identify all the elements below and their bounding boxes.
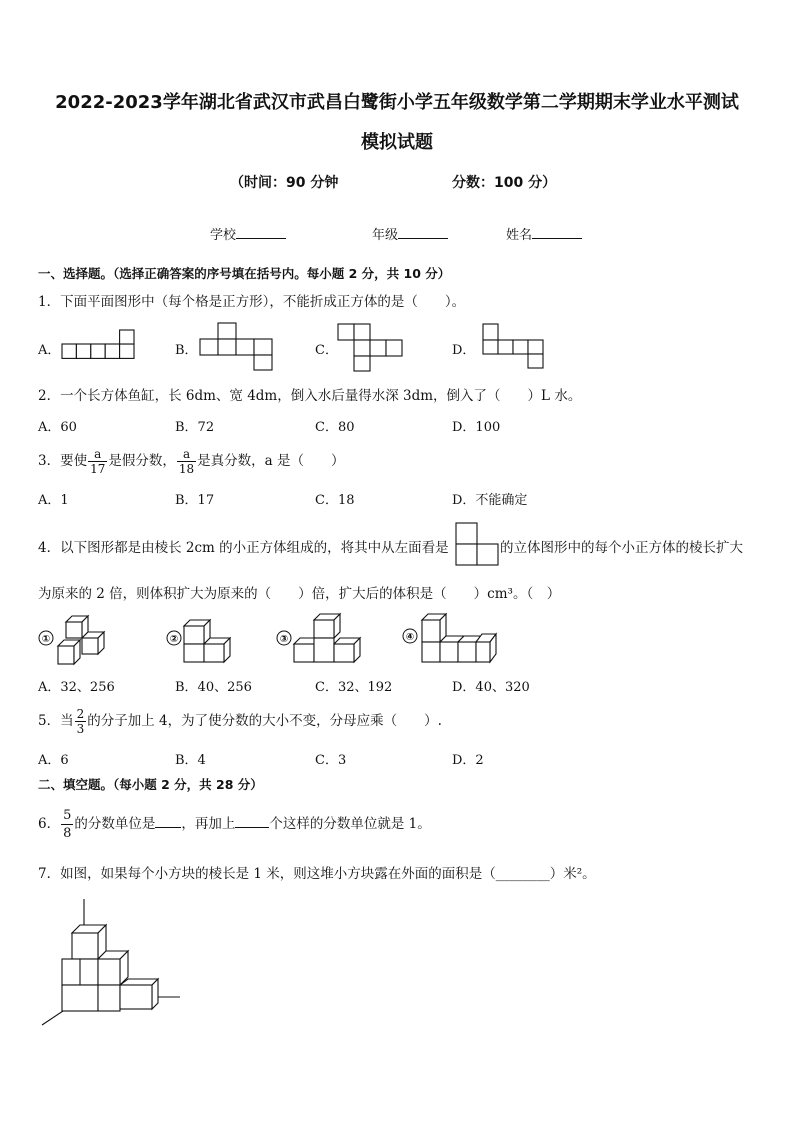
q6-blank-1[interactable] [155,815,181,828]
q4-left-view-figure [456,522,500,566]
q5-frac-num: 2 [76,707,85,721]
q5-suffix: 的分子加上 4，为了使分数的大小不变，分母应乘（ ）. [87,713,442,729]
q4-option-d[interactable]: D．40、320 [452,680,530,695]
q6-text-b: ，再加上 [181,816,236,832]
page-title: 2022-2023学年湖北省武汉市武昌白鹭街小学五年级数学第二学期期末学业水平测试 [55,92,739,113]
q6-frac-den: 8 [63,826,72,841]
q3-frac1-den: 17 [90,462,106,476]
q4-figure-2 [166,608,246,666]
q6-text-c: 个这样的分数单位就是 1。 [269,816,431,832]
school-blank[interactable] [236,226,286,239]
q3-option-d[interactable]: D．不能确定 [452,493,528,508]
q2-option-c[interactable]: C．80 [315,420,355,435]
q3-fraction-1 [88,447,107,476]
q3-frac2-num: a [182,447,191,461]
q3-option-a[interactable]: A．1 [38,493,69,508]
school-label: 学校 [210,228,237,243]
q2-option-b[interactable]: B．72 [175,420,215,435]
q4-label-1: ① [41,634,51,645]
section2-title: 二、填空题。（每小题 2 分，共 28 分） [38,777,263,792]
q4-label-4: ④ [405,632,415,643]
q3-option-c[interactable]: C．18 [315,493,355,508]
q3-option-b[interactable]: B．17 [175,493,215,508]
q5-prefix: 5．当 [38,713,74,729]
page-title-line2: 模拟试题 [361,132,433,153]
q3-mid: 是假分数， [108,453,176,469]
question-3 [38,446,345,476]
q2-option-a[interactable]: A．60 [38,420,77,435]
q4-label-3: ③ [279,634,289,645]
name-field [506,224,582,243]
name-label: 姓名 [506,228,533,243]
q1-net-a [62,330,142,362]
q1-net-c [338,322,408,372]
q1-option-d-label[interactable]: D． [452,343,476,358]
q4-figure-1 [38,608,118,666]
q5-option-d[interactable]: D．2 [452,753,484,768]
question-4-part-c: 为原来的 2 倍，则体积扩大为原来的（ ）倍，扩大后的体积是（ ）cm³。（ ） [38,586,561,602]
q3-prefix: 3．要使 [38,453,88,469]
q4-figure-4 [400,606,510,666]
q6-prefix: 6． [38,816,61,832]
q7-cube-pile-figure [40,897,185,1027]
exam-score: 分数：100 分） [452,175,557,191]
q6-text-a: 的分数单位是 [74,816,156,832]
q3-suffix: 是真分数，a 是（ ） [197,453,345,469]
name-blank[interactable] [532,226,582,239]
q1-net-d [483,322,553,370]
grade-field [372,224,448,243]
q5-option-a[interactable]: A．6 [38,753,69,768]
q5-option-b[interactable]: B．4 [175,753,206,768]
q1-net-b [200,321,280,371]
q6-frac-num: 5 [63,808,72,823]
question-2: 2．一个长方体鱼缸，长 6dm、宽 4dm，倒入水后量得水深 3dm，倒入了（ ）L 水。 [38,388,582,404]
grade-label: 年级 [372,228,399,243]
q1-option-c-label[interactable]: C． [315,343,338,358]
q3-frac2-den: 18 [178,462,195,476]
question-5 [38,704,442,738]
q1-option-a-label[interactable]: A． [38,343,61,358]
q5-fraction [75,707,87,736]
grade-blank[interactable] [398,226,448,239]
question-1: 1．下面平面图形中（每个格是正方形），不能折成正方体的是（ ）。 [38,294,466,310]
exam-time: （时间：90 分钟 [230,175,339,191]
question-6 [38,804,431,844]
q4-label-2: ② [169,634,179,645]
school-field [210,224,286,243]
q6-blank-2[interactable] [235,815,269,828]
question-7: 7．如图，如果每个小方块的棱长是 1 米，则这堆小方块露在外面的面积是（________）米²。 [38,866,596,882]
section1-title: 一、选择题。（选择正确答案的序号填在括号内。每小题 2 分，共 10 分） [38,266,451,281]
q6-fraction [61,807,73,842]
q4-option-b[interactable]: B．40、256 [175,680,252,695]
q1-option-b-label[interactable]: B． [175,343,198,358]
q4-option-c[interactable]: C．32、192 [315,680,393,695]
q3-fraction-2 [177,447,196,476]
q5-option-c[interactable]: C．3 [315,753,347,768]
question-4-part-a: 4．以下图形都是由棱长 2cm 的小正方体组成的，将其中从左面看是 [38,540,449,556]
question-4-part-b: 的立体图形中的每个小正方体的棱长扩大 [500,540,743,556]
q5-frac-den: 3 [76,722,85,736]
q2-option-d[interactable]: D．100 [452,420,501,435]
q3-frac1-num: a [94,447,102,461]
q4-option-a[interactable]: A．32、256 [38,680,115,695]
q4-figure-3 [276,608,366,666]
